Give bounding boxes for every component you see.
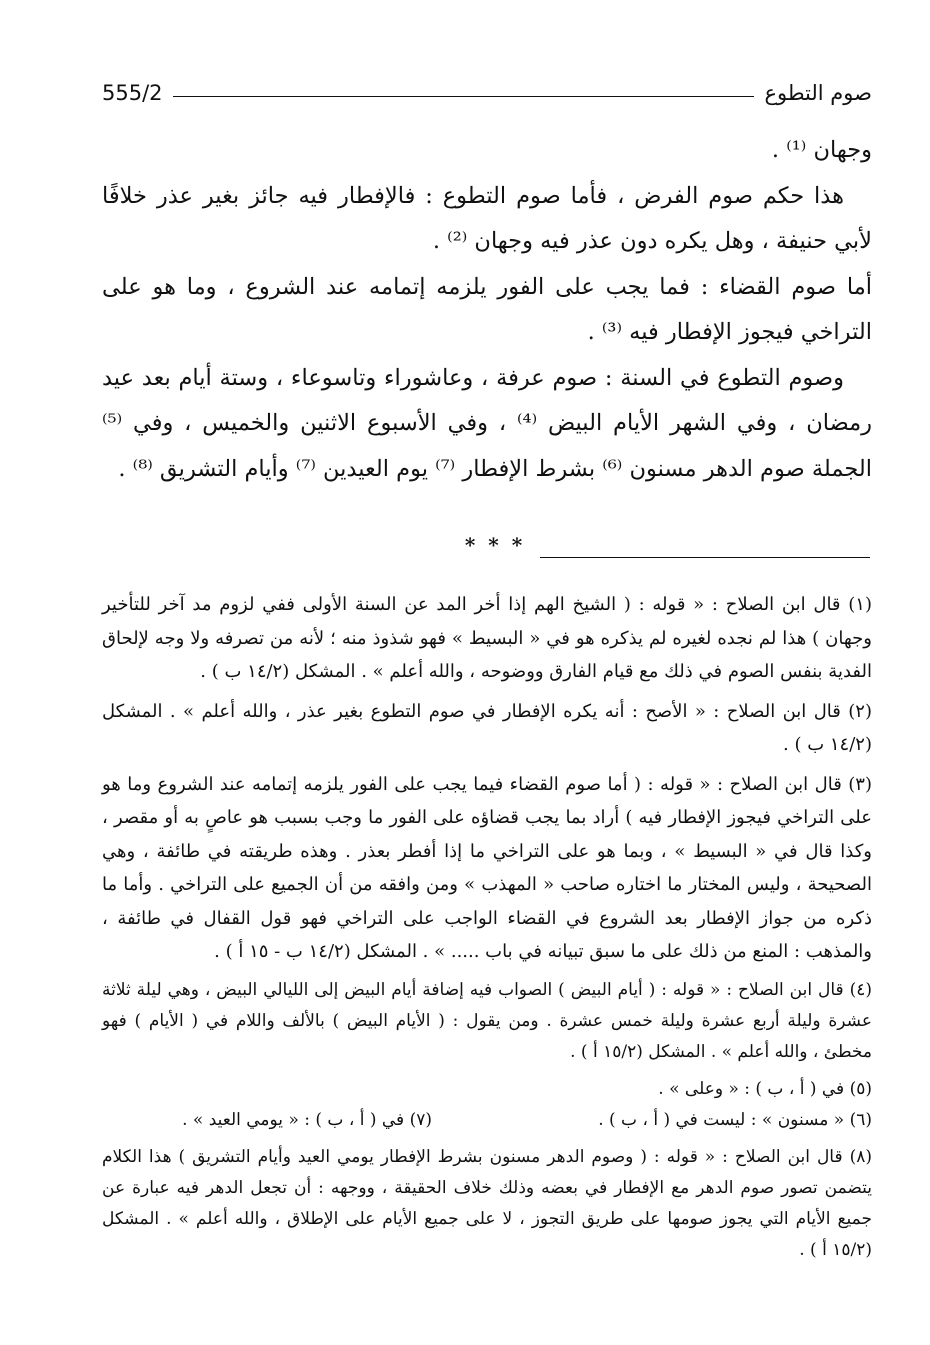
header-rule [173,96,755,97]
section-separator: * * * [464,533,526,557]
main-paragraph: هذا حكم صوم الفرض ، فأما صوم التطوع : فالإفطار فيه جائز بغير عذر خلافًا لأبي حنيفة ، وهل يكره دون عذر فيه وجهان ⁽²⁾ . [102,182,872,254]
footnote-1: (١) قال ابن الصلاح : « قوله : ( الشيخ الهم إذا أخر المد عن السنة الأولى ففي لزوم مد آخر للتأخير وجهان ) هذا لم نجده لغيره لم يذكره هو في « البسيط » فهو شذوذ منه ؛ لأنه من تصرفه ولا وجه لإلحاق الفدية بنفس الصوم في ذلك مع قيام الفارق ووضوحه ، والله أعلم » . المشكل (١٤/٢ ب ) . [102,594,872,682]
footnote-2: (٢) قال ابن الصلاح : « الأصح : أنه يكره الإفطار في صوم التطوع بغير عذر ، والله أعلم » . المشكل (١٤/٢ ب ) . [102,700,872,755]
page-number: 555/2 [102,81,163,105]
footnotes [102,588,872,1272]
main-paragraph: أما صوم القضاء : فما يجب على الفور يلزمه إتمامه عند الشروع ، وما هو على التراخي فيجوز الإفطار فيه ⁽³⁾ . [102,273,872,345]
main-paragraph: وجهان ⁽¹⁾ . [771,137,872,163]
footnote-5: (٥) في ( أ ، ب ) : « وعلى » . [658,1078,872,1099]
footnote-row [102,1074,872,1105]
footnote-row [102,1105,872,1136]
footnote-6: (٦) « مسنون » : ليست في ( أ ، ب ) . [598,1109,872,1130]
running-header [102,76,872,110]
footnote-3: (٣) قال ابن الصلاح : « قوله : ( أما صوم القضاء فيما يجب على الفور يلزمه إتمامه عند الشروع وما هو على التراخي فيجوز الإفطار فيه ) أراد بما يجب قضاؤه على الفور ما وجب بسبب هو عاصٍ به أو مقصر ، وكذا قال في « البسيط » ، وبما هو على التراخي ما إذا أفطر بعذر . وهذه طريقته في طائفة ، وهي الصحيحة ، وليس المختار ما اختاره صاحب « المهذب » ومن وافقه من أن الجميع على التراخي . وأما ما ذكره من جواز الإفطار بعد الشروع في القضاء الواجب على التراخي فهو قول القفال في طائفة ، والمذهب : المنع من ذلك على ما سبق تبيانه في باب ..... » . المشكل (١٤/٢ ب - ١٥ أ ) . [102,773,872,962]
main-text [102,128,872,492]
footnote-8: (٨) قال ابن الصلاح : « قوله : ( وصوم الدهر مسنون بشرط الإفطار يومي العيد وأيام التشريق ) هذا الكلام يتضمن تصور صوم الدهر مع الإفطار في بعضه وذلك خلاف الحقيقة ، ووجهه : أن تجعل الدهر فيه عبارة عن جميع الأيام التي يجوز صومها على طريق التجوز ، لا على جميع الأيام على الإطلاق ، والله أعلم » . المشكل (١٥/٢ أ ) . [102,1146,872,1260]
footnote-rule [540,557,870,558]
chapter-title: صوم التطوع [764,81,872,105]
footnote-4: (٤) قال ابن الصلاح : « قوله : ( أيام البيض ) الصواب فيه إضافة أيام البيض إلى الليالي البيض ، وهي ليلة ثلاثة عشرة وليلة أربع عشرة وليلة خمس عشرة . ومن يقول : ( الأيام البيض ) بالألف واللام في ( الأيام ) فهو مخطئ ، والله أعلم » . المشكل (١٥/٢ أ ) . [102,979,872,1062]
footnote-7: (٧) في ( أ ، ب ) : « يومي العيد » . [182,1109,432,1130]
main-paragraph: وصوم التطوع في السنة : صوم عرفة ، وعاشوراء وتاسوعاء ، وستة أيام بعد عيد رمضان ، وفي الشهر الأيام البيض ⁽⁴⁾ ، وفي الأسبوع الاثنين والخميس ، وفي ⁽⁵⁾ الجملة صوم الدهر مسنون ⁽⁶⁾ بشرط الإفطار ⁽⁷⁾ يوم العيدين ⁽⁷⁾ وأيام التشريق ⁽⁸⁾ . [102,364,872,482]
